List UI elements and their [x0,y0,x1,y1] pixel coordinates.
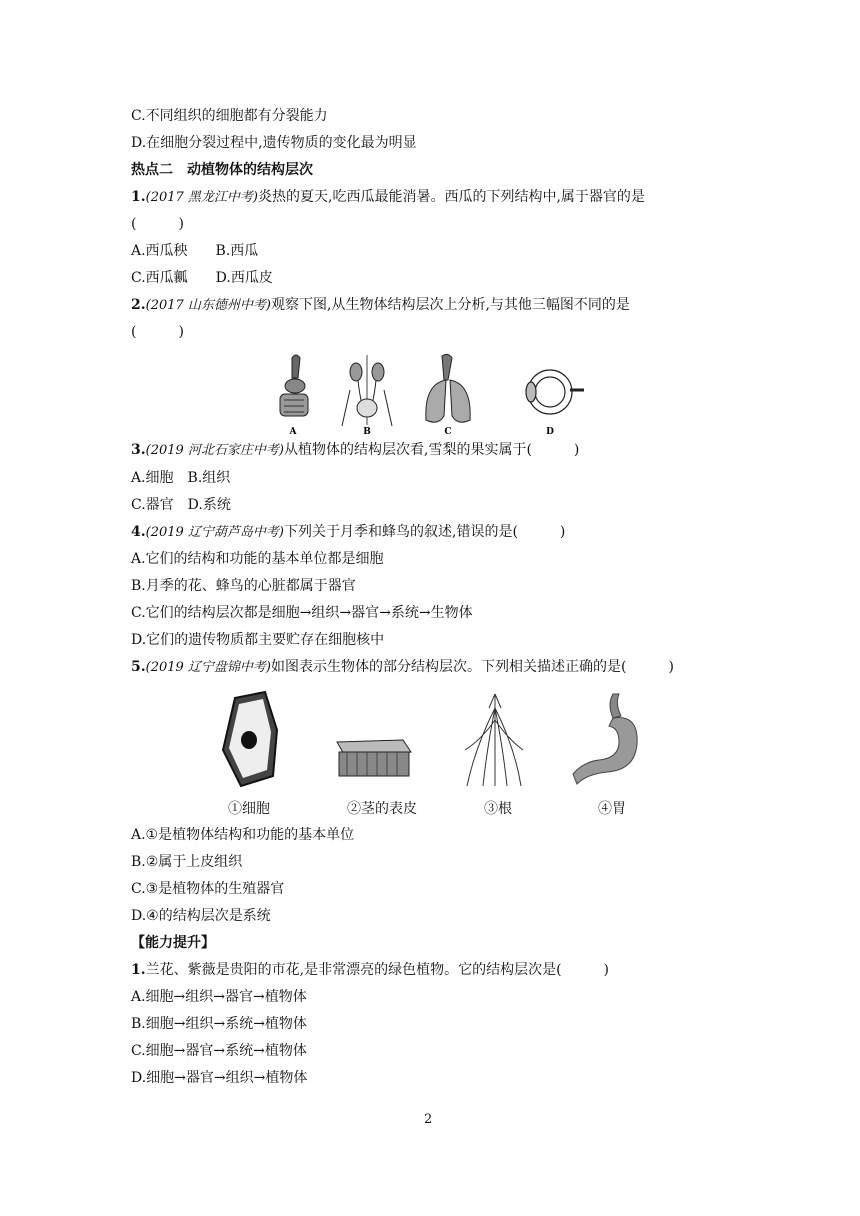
section-heading-hot2: 热点二 动植物体的结构层次 [131,162,313,178]
figure-caption-stomach: ④胃 [598,801,626,817]
question-number: 4. [131,524,146,540]
question-text: 从植物体的结构层次看,雪梨的果实属于( ) [284,442,580,458]
question-5-option-d: D.④的结构层次是系统 [131,908,271,924]
question-5-option-c: C.③是植物体的生殖器官 [131,881,285,897]
question-number: 3. [131,442,146,458]
lungs-icon [426,354,470,422]
ability-question-1-option-c: C.细胞→器官→系统→植物体 [131,1043,307,1059]
question-2 [131,295,630,316]
ability-question-1-option-a: A.细胞→组织→器官→植物体 [131,989,307,1005]
figure-label-d: D [546,427,554,437]
question-source: (2019 河北石家庄中考) [145,443,284,458]
figure-caption-root: ③根 [484,801,512,817]
question-text: 如图表示生物体的部分结构层次。下列相关描述正确的是( ) [271,659,674,675]
question-1-options-cd: C.西瓜瓤 D.西瓜皮 [131,270,273,286]
question-text: 下列关于月季和蜂鸟的叙述,错误的是( ) [284,524,566,540]
figure-caption-cell: ①细胞 [228,801,270,817]
stomach-icon [573,694,637,784]
question-3 [131,440,579,461]
figure-caption-stem-epidermis: ②茎的表皮 [347,801,417,817]
question-3-options-cd: C.器官 D.系统 [131,497,231,513]
question-number: 2. [131,297,146,313]
figure-label-b: B [363,427,371,437]
question-4-option-a: A.它们的结构和功能的基本单位都是细胞 [131,551,384,567]
question-4 [131,522,565,543]
option-c-prev: C.不同组织的细胞都有分裂能力 [131,108,328,124]
ability-question-1-option-b: B.细胞→组织→系统→植物体 [131,1016,307,1032]
ability-question-1-option-d: D.细胞→器官→组织→植物体 [131,1070,308,1086]
question-4-option-d: D.它们的遗传物质都主要贮存在细胞核中 [131,632,385,648]
question-5-option-b: B.②属于上皮组织 [131,854,243,870]
question-5 [131,657,674,678]
root-icon [465,694,523,786]
organs-figure [270,350,590,440]
answer-paren: ( ) [131,216,184,232]
digestive-system-icon [280,355,308,416]
question-source: (2017 黑龙江中考) [145,190,258,205]
question-source: (2019 辽宁葫芦岛中考) [145,525,284,540]
question-number: 1. [131,189,146,205]
figure-label-c: C [444,427,452,437]
question-text: 观察下图,从生物体结构层次上分析,与其他三幅图不同的是 [271,297,630,313]
question-source: (2017 山东德州中考) [145,298,271,313]
question-source: (2019 辽宁盘锦中考) [145,660,271,675]
question-number: 5. [131,659,146,675]
section-heading-ability: 【能力提升】 [131,935,215,951]
answer-paren: ( ) [131,324,184,340]
eye-icon [526,370,584,414]
page-number: 2 [424,1112,433,1127]
question-text: 兰花、紫薇是贵阳的市花,是非常漂亮的绿色植物。它的结构层次是( ) [145,962,609,978]
question-4-option-c: C.它们的结构层次都是细胞→组织→器官→系统→生物体 [131,605,473,621]
urinary-system-icon [342,355,392,426]
figure-label-a: A [289,427,297,437]
option-d-prev: D.在细胞分裂过程中,遗传物质的变化最为明显 [131,135,417,151]
question-3-options-ab: A.细胞 B.组织 [131,470,231,486]
plant-cell-icon [223,692,277,786]
question-1 [131,187,645,208]
question-number: 1. [131,962,146,978]
question-1-options-ab: A.西瓜秧 B.西瓜 [131,243,259,259]
question-4-option-b: B.月季的花、蜂鸟的心脏都属于器官 [131,578,356,594]
structure-levels-figure [205,690,655,790]
ability-question-1 [131,960,609,980]
question-5-option-a: A.①是植物体结构和功能的基本单位 [131,827,355,843]
question-text: 炎热的夏天,吃西瓜最能消暑。西瓜的下列结构中,属于器官的是 [258,189,645,205]
stem-epidermis-icon [337,740,411,776]
